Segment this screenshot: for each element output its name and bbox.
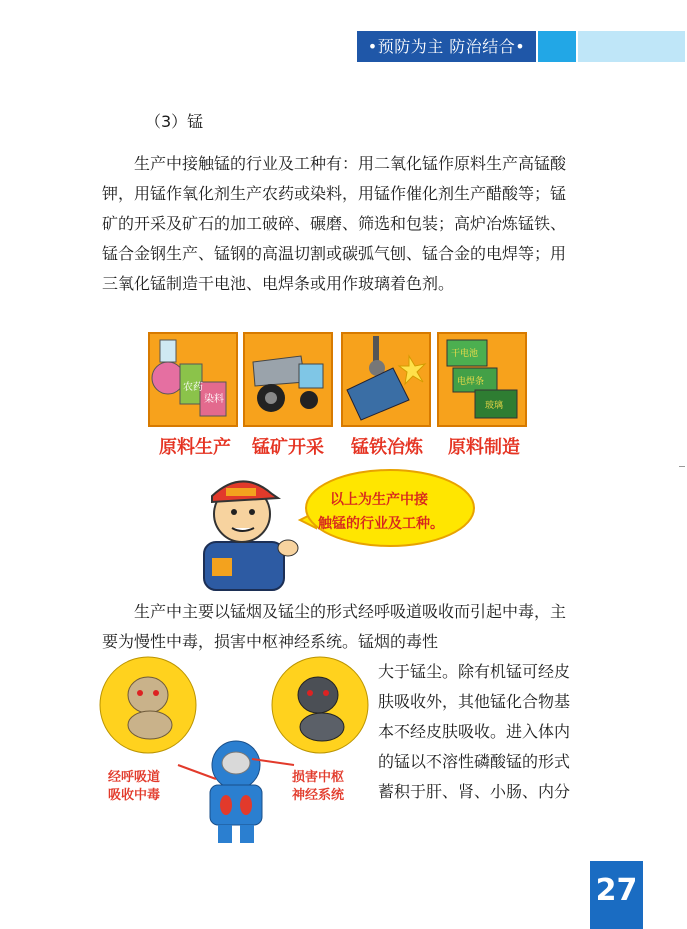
bubble-line-2: 触锰的行业及工种。	[318, 516, 444, 532]
pesticide-label: 农药	[183, 382, 203, 393]
header-light-block	[578, 31, 685, 62]
welding-rod-label: 电焊条	[457, 377, 485, 387]
margin-tick	[679, 466, 685, 467]
manganese-dust-creature-icon	[100, 657, 196, 753]
header-title: •预防为主 防治结合•	[357, 31, 536, 62]
manganese-fume-creature-icon	[272, 657, 368, 753]
page-number: 27	[590, 861, 643, 929]
speech-bubble	[300, 470, 474, 546]
paragraph-industries: 生产中接触锰的行业及工种有：用二氧化锰作原料生产高锰酸钾，用锰作氧化剂生产农药或染料，用锰作催化剂生产醋酸等；锰矿的开采及矿石的加工破碎、碾磨、筛选和包装；高炉冶炼锰铁、锰合金钢生产、锰钢的高温切割或碳弧气刨、锰合金的电焊等；用三氧化锰制造干电池、电焊条或用作玻璃着色剂。	[102, 154, 567, 293]
glass-label: 玻璃	[485, 401, 504, 411]
header-accent-block	[538, 31, 576, 62]
caption-smelting: 锰铁冶炼	[351, 437, 423, 458]
caption-raw-material-production: 原料生产	[159, 437, 231, 458]
bubble-line-1: 以上为生产中接	[330, 492, 428, 508]
raw-material-production-illustration	[148, 332, 238, 427]
battery-label: 干电池	[451, 349, 479, 359]
dye-label: 染料	[204, 394, 224, 405]
toxicity-illustration	[98, 655, 378, 845]
human-body-icon	[210, 741, 262, 843]
smelting-illustration	[341, 332, 431, 427]
mining-truck-icon	[245, 334, 331, 425]
flask-bottles-icon	[150, 334, 236, 425]
paragraph-absorption: 生产中主要以锰烟及锰尘的形式经呼吸道吸收而引起中毒，主要为慢性中毒，损害中枢神经系统。锰烟的毒性	[102, 602, 567, 651]
respiratory-label-line1: 经呼吸道	[108, 770, 161, 785]
respiratory-label-line2: 吸收中毒	[108, 788, 161, 803]
mining-illustration	[243, 332, 333, 427]
battery-boxes-icon	[439, 334, 525, 425]
arrow-to-lungs-icon	[178, 765, 216, 779]
worker-icon	[204, 481, 298, 590]
smelting-icon	[343, 334, 429, 425]
manufacturing-illustration	[437, 332, 527, 427]
cns-label-line2: 神经系统	[292, 788, 345, 803]
cns-label-line1: 损害中枢	[292, 770, 345, 785]
worker-speech-illustration	[190, 462, 490, 592]
section-title: （3）锰	[145, 112, 204, 131]
caption-mining: 锰矿开采	[252, 437, 324, 458]
caption-manufacturing: 原料制造	[448, 437, 520, 458]
paragraph-distribution: 大于锰尘。除有机锰可经皮肤吸收外，其他锰化合物基本不经皮肤吸收。进入体内的锰以不溶性磷酸锰的形式蓄积于肝、肾、小肠、内分	[378, 662, 571, 801]
